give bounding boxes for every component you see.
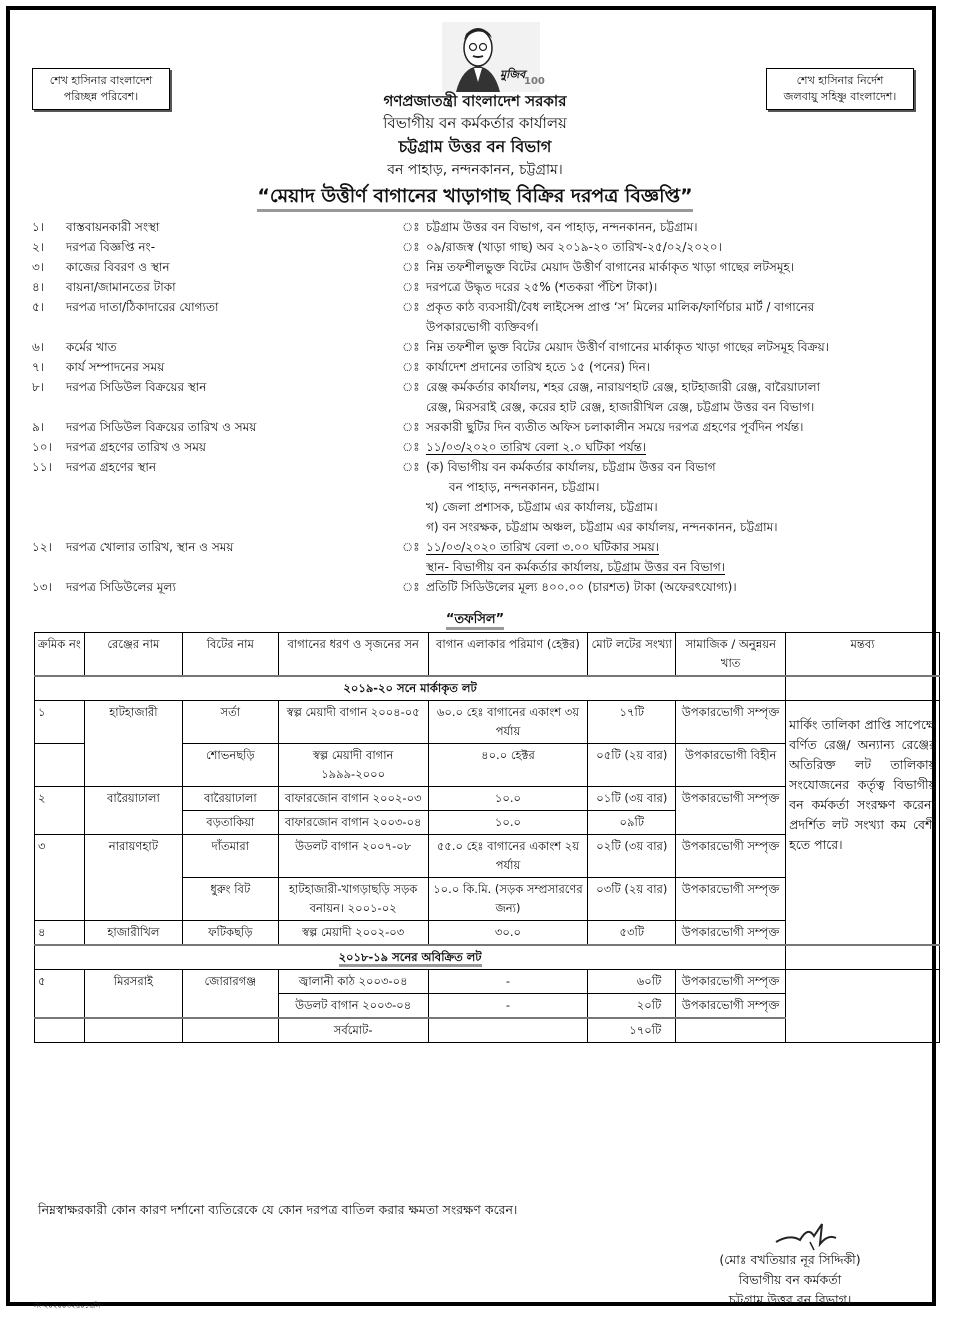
cell-beat: শোভনছড়ি: [182, 744, 278, 787]
item-value: [426, 277, 932, 297]
item-separator: ঃ: [402, 340, 420, 354]
notice-item-continuation: [32, 397, 932, 417]
item-label: দরপত্র সিডিউল বিক্রয়ের তারিখ ও সময়: [66, 420, 257, 434]
item-value: [426, 477, 932, 497]
signer-block: [650, 1250, 930, 1310]
slogan-right-line1: শেখ হাসিনার নির্দেশ: [796, 74, 884, 87]
item-value-text: গ) বন সংরক্ষক, চট্টগ্রাম অঞ্চল, চট্টগ্রাম এর কার্যালয়, নন্দনকানন, চট্টগ্রাম।: [426, 520, 778, 534]
item-separator: ঃ: [402, 300, 420, 314]
notice-item: [32, 337, 932, 357]
item-value: [426, 337, 932, 357]
item-value: [426, 577, 932, 597]
notice-item: [32, 277, 932, 297]
notice-item: [32, 257, 932, 277]
section-row-2019-20: [35, 676, 940, 701]
col-header-remarks: মন্তব্য: [786, 633, 940, 677]
item-value-text: প্রতিটি সিডিউলের মূল্য ৪০০.০০ (চারশত) টাকা (অফেরৎযোগ্য)।: [426, 580, 737, 594]
cell-area: ৪০.০ হেক্টর: [428, 744, 588, 787]
cell-range: মিরসরাই: [84, 970, 182, 1019]
item-separator: [402, 477, 426, 497]
cell-plantation-type: বাফারজোন বাগান ২০০৩-০৪: [278, 811, 428, 835]
item-value: [426, 257, 932, 277]
item-number: ৯।: [32, 420, 45, 434]
item-value-text: স্থান- বিভাগীয় বন কর্মকর্তার কার্যালয়, চট্টগ্রাম উত্তর বন বিভাগ।: [426, 560, 726, 574]
item-separator: ঃ: [402, 260, 420, 274]
cell-sector: উপকারভোগী সম্পৃক্ত: [676, 835, 786, 878]
item-value: [426, 457, 932, 477]
section-title: ২০১৯-২০ সনে মার্কাকৃত লট: [35, 676, 786, 701]
schedule-title: [10, 610, 940, 631]
cell-blank: [182, 1018, 278, 1043]
cell-lots: ২০টি: [588, 994, 676, 1019]
office-name: বিভাগীয় বন কর্মকর্তার কার্যালয়: [383, 114, 567, 132]
cell-beat: বড়তাকিয়া: [182, 811, 278, 835]
cell-range: হাজারীখিল: [84, 921, 182, 946]
notice-item: [32, 237, 932, 257]
cell-plantation-type: বাফারজোন বাগান ২০০২-০৩: [278, 787, 428, 811]
item-number: [32, 517, 66, 537]
col-header-serial: ক্রমিক নং: [35, 633, 85, 677]
cell-lots: ০৫টি (২য় বার): [588, 744, 676, 787]
cell-lots: ৬০টি: [588, 970, 676, 994]
item-value-text: কার্যাদেশ প্রদানের তারিখ হতে ১৫ (পনের) দিন।: [426, 360, 651, 374]
item-separator: ঃ: [402, 460, 420, 474]
item-value-text: উপকারভোগী ব্যক্তিবর্গ।: [426, 320, 539, 334]
item-value-text: সরকারী ছুটির দিন ব্যতীত অফিস চলাকালীন সময়ে দরপত্র গ্রহণের পূর্বদিন পর্যন্ত।: [426, 420, 804, 434]
remarks-blank-cell: [786, 945, 940, 970]
cell-blank: [84, 1018, 182, 1043]
item-number: ১৩।: [32, 580, 52, 594]
item-number: [32, 397, 66, 417]
cell-plantation-type: উডলট বাগান ২০০৩-০৪: [278, 994, 428, 1019]
cell-beat: ফটিকছড়ি: [182, 921, 278, 946]
item-number: ২।: [32, 240, 45, 254]
cell-lots: ০৯টি: [588, 811, 676, 835]
item-label: কার্য সম্পাদনের সময়: [66, 360, 165, 374]
item-label: দরপত্র সিডিউল বিক্রয়ের স্থান: [66, 380, 207, 394]
item-separator: ঃ: [402, 220, 420, 234]
item-label: [66, 517, 402, 537]
signer-office: চট্টগ্রাম উত্তর বন বিভাগ।: [728, 1292, 852, 1307]
item-number: [32, 477, 66, 497]
item-label: [66, 397, 402, 417]
notice-item: [32, 437, 932, 457]
item-number: [32, 557, 66, 577]
section-title-text: ২০১৮-১৯ সনের অবিক্রিত লট: [339, 950, 482, 967]
cell-sector: উপকারভোগী বিহীন: [676, 744, 786, 787]
col-header-sector: সামাজিক / অনুন্নয়ন খাত: [676, 633, 786, 677]
mujib-logo-badge: 100: [524, 76, 545, 87]
cell-area: ৩০.০: [428, 921, 588, 946]
item-separator: [402, 517, 426, 537]
item-value: [426, 377, 932, 397]
item-value: [426, 357, 932, 377]
table-header-row: [35, 633, 940, 677]
item-value-text: নিম্ন তফশীলভুক্ত বিটের মেয়াদ উত্তীর্ণ বাগানের মার্কাকৃত খাড়া গাছের লটসমূহ।: [426, 260, 795, 274]
slogan-left-line2: পরিচ্ছন্ন পরিবেশ।: [63, 90, 139, 103]
cell-area: -: [428, 970, 588, 994]
signer-name: (মোঃ বখতিয়ার নূর সিদ্দিকী): [719, 1252, 861, 1267]
col-header-plantation-type: বাগানের ধরণ ও সৃজনের সন: [278, 633, 428, 677]
signer-designation: বিভাগীয় বন কর্মকর্তা: [738, 1272, 842, 1287]
cell-beat: জোরারগঞ্জ: [182, 970, 278, 1019]
cell-area: ১০.০: [428, 787, 588, 811]
govt-name: গণপ্রজাতন্ত্রী বাংলাদেশ সরকার: [383, 92, 567, 110]
cell-beat: সর্তা: [182, 701, 278, 744]
item-number: ৭।: [32, 360, 45, 374]
item-separator: ঃ: [402, 540, 420, 554]
slogan-left-line1: শেখ হাসিনার বাংলাদেশ: [49, 74, 153, 87]
section-title: [35, 945, 786, 970]
item-label: দরপত্র দাতা/ঠিকাদারের যোগ্যতা: [66, 300, 219, 314]
cell-sector: উপকারভোগী সম্পৃক্ত: [676, 701, 786, 744]
item-separator: [402, 317, 426, 337]
item-label: বাস্তবায়নকারী সংস্থা: [66, 220, 160, 234]
cell-area: ৬০.০ হেঃ বাগানের একাংশ ৩য় পর্যায়: [428, 701, 588, 744]
item-separator: ঃ: [402, 280, 420, 294]
item-number: ৩।: [32, 260, 45, 274]
item-label: দরপত্র খোলার তারিখ, স্থান ও সময়: [66, 540, 234, 554]
cell-blank: [35, 1018, 85, 1043]
item-value-text: দরপত্রে উদ্ধৃত দরের ২৫% (শতকরা পঁচিশ টাকা)।: [426, 280, 658, 294]
cell-area: ১০.০ কি.মি. (সড়ক সম্প্রসারণের জন্য): [428, 878, 588, 921]
cell-lots: ০১টি (৩য় বার): [588, 787, 676, 811]
cell-sector: উপকারভোগী সম্পৃক্ত: [676, 994, 786, 1019]
item-number: ৪।: [32, 280, 45, 294]
item-value: [426, 417, 932, 437]
memo-number: নং-২০২০০৩২৬০১৬সি: [34, 1302, 101, 1310]
cell-plantation-type: স্বল্প মেয়াদী ২০০২-০৩: [278, 921, 428, 946]
item-number: [32, 497, 66, 517]
item-separator: ঃ: [402, 580, 420, 594]
col-header-lots: মোট লটের সংখ্যা: [588, 633, 676, 677]
item-value-text: ১১/০৩/২০২০ তারিখ বেলা ২.০ ঘটিকা পর্যন্ত।: [426, 440, 647, 454]
notice-item: [32, 457, 932, 477]
cell-area: -: [428, 994, 588, 1019]
notice-item: [32, 297, 932, 317]
cell-serial: ৫: [35, 970, 85, 1019]
item-label: দরপত্র বিজ্ঞপ্তি নং-: [66, 240, 156, 254]
remarks-blank-cell: [786, 676, 940, 701]
item-separator: ঃ: [402, 360, 420, 374]
cell-plantation-type: উডলট বাগান ২০০৭-০৮: [278, 835, 428, 878]
item-separator: [402, 397, 426, 417]
item-value: [426, 237, 932, 257]
item-value: [426, 537, 932, 557]
notice-title: [10, 182, 940, 214]
item-label: [66, 497, 402, 517]
item-value-text: নিম্ন তফশীল ভুক্ত বিটের মেয়াদ উত্তীর্ণ বাগানের মার্কাকৃত খাড়া গাছের লটসমূহ বিক্রয়।: [426, 340, 829, 354]
table-row: [35, 970, 940, 994]
item-value-text: খ) জেলা প্রশাসক, চট্টগ্রাম এর কার্যালয়, চট্টগ্রাম।: [426, 500, 658, 514]
cell-plantation-type: স্বল্প মেয়াদী বাগান ২০০৪-০৫: [278, 701, 428, 744]
cell-plantation-type: স্বল্প মেয়াদী বাগান ১৯৯৯-২০০০: [278, 744, 428, 787]
cell-area: ৫৫.০ হেঃ বাগানের একাংশ ২য় পর্যায়: [428, 835, 588, 878]
schedule-title-text: “তফসিল”: [446, 612, 504, 630]
total-lots: ১৭০টি: [588, 1018, 676, 1043]
notice-item-continuation: [32, 497, 932, 517]
division-name: চট্টগ্রাম উত্তর বন বিভাগ: [398, 137, 552, 156]
item-separator: ঃ: [402, 240, 420, 254]
col-header-beat: বিটের নাম: [182, 633, 278, 677]
cell-range: হাটহাজারী: [84, 701, 182, 787]
mujib-logo-text: মুজিব: [500, 68, 526, 81]
item-number: ৮।: [32, 380, 45, 394]
mujib-100-logo: [442, 22, 545, 92]
cell-lots: ১৭টি: [588, 701, 676, 744]
notice-item-continuation: [32, 517, 932, 537]
notice-items: [32, 217, 932, 597]
cell-sector: উপকারভোগী সম্পৃক্ত: [676, 787, 786, 835]
remarks-cell: মার্কিং তালিকা প্রাপ্তি সাপেক্ষে বর্ণিত রেঞ্জ/ অন্যান্য রেঞ্জের অতিরিক্ত লট তালিকায় সংযোজনের কর্তৃত্ব বিভাগীয় বন কর্মকর্তা সংরক্ষণ করেন। প্রদর্শিত লট সংখ্যা কম বেশী হতে পারে।: [786, 701, 940, 946]
item-value: [426, 437, 932, 457]
cell-sector: উপকারভোগী সম্পৃক্ত: [676, 878, 786, 921]
item-value-text: ০৯/রাজস্ব (খাড়া গাছ) অব ২০১৯-২০ তারিখ-২৫/০২/২০২০।: [426, 240, 722, 254]
cell-serial: [35, 744, 85, 787]
cell-lots: ৫৩টি: [588, 921, 676, 946]
item-number: ১।: [32, 220, 45, 234]
col-header-range: রেঞ্জের নাম: [84, 633, 182, 677]
item-label: [66, 477, 402, 497]
signature-icon: [770, 1220, 850, 1254]
cell-range: বারৈয়াঢালা: [84, 787, 182, 835]
cell-serial: ৩: [35, 835, 85, 921]
cell-area: ১০.০: [428, 811, 588, 835]
lots-table: [34, 632, 940, 1043]
signature: [770, 1220, 850, 1254]
item-number: [32, 317, 66, 337]
notice-item: [32, 577, 932, 597]
notice-item-continuation: [32, 477, 932, 497]
item-value-text: ১১/০৩/২০২০ তারিখ বেলা ৩.০০ ঘটিকার সময়।: [426, 540, 659, 554]
cell-lots: ০২টি (৩য় বার): [588, 835, 676, 878]
cell-blank: [428, 1018, 588, 1043]
item-label: কর্মের খাত: [66, 340, 117, 354]
item-value: [426, 557, 932, 577]
item-value-text: রেঞ্জ কর্মকর্তার কার্যালয়, শহর রেঞ্জ, নারায়ণহাট রেঞ্জ, হাটহাজারী রেঞ্জ, বারৈয়াঢালা: [426, 380, 821, 394]
item-value: [426, 217, 932, 237]
notice-item-continuation: [32, 317, 932, 337]
col-header-area: বাগান এলাকার পরিমাণ (হেক্টর): [428, 633, 588, 677]
cell-range: নারায়ণহাট: [84, 835, 182, 921]
item-separator: ঃ: [402, 420, 420, 434]
item-value: [426, 297, 932, 317]
item-number: ১১।: [32, 460, 52, 474]
item-value-text: বন পাহাড়, নন্দনকানন, চট্টগ্রাম।: [426, 480, 600, 494]
cell-sector: উপকারভোগী সম্পৃক্ত: [676, 970, 786, 994]
item-number: ৫।: [32, 300, 45, 314]
item-label: বায়না/জামানতের টাকা: [66, 280, 176, 294]
item-label: দরপত্র সিডিউলের মূল্য: [66, 580, 176, 594]
item-label: দরপত্র গ্রহণের তারিখ ও সময়: [66, 440, 206, 454]
notice-item: [32, 537, 932, 557]
notice-item: [32, 417, 932, 437]
item-value: [426, 497, 932, 517]
cell-beat: বারৈয়াঢালা: [182, 787, 278, 811]
item-value: [426, 397, 932, 417]
cell-plantation-type: হাটহাজারী-খাগড়াছড়ি সড়ক বনায়ন। ২০০১-০২: [278, 878, 428, 921]
notice-item-continuation: [32, 557, 932, 577]
cell-serial: ১: [35, 701, 85, 744]
item-separator: ঃ: [402, 380, 420, 394]
notice-item: [32, 357, 932, 377]
office-address: বন পাহাড়, নন্দনকানন, চট্টগ্রাম।: [387, 162, 563, 178]
item-value: [426, 317, 932, 337]
item-value-text: চট্টগ্রাম উত্তর বন বিভাগ, বন পাহাড়, নন্দনকানন, চট্টগ্রাম।: [426, 220, 698, 234]
cell-plantation-type: জ্বালানী কাঠ ২০০৩-০৪: [278, 970, 428, 994]
cancellation-note: নিম্নস্বাক্ষরকারী কোন কারণ দর্শানো ব্যতিরেকে যে কোন দরপত্র বাতিল করার ক্ষমতা সংরক্ষণ করেন।: [38, 1202, 518, 1217]
slogan-right-line2: জলবায়ু সহিষ্ণু বাংলাদেশ।: [783, 90, 897, 103]
item-number: ১২।: [32, 540, 52, 554]
cell-sector: উপকারভোগী সম্পৃক্ত: [676, 921, 786, 946]
item-number: ৬।: [32, 340, 45, 354]
notice-frame: [6, 6, 936, 1310]
item-value: [426, 517, 932, 537]
cell-beat: দাঁতমারা: [182, 835, 278, 878]
cell-serial: ৪: [35, 921, 85, 946]
item-separator: ঃ: [402, 440, 420, 454]
cell-serial: ২: [35, 787, 85, 835]
cell-beat: ধুরুং বিট: [182, 878, 278, 921]
item-label: [66, 557, 402, 577]
item-value-text: (ক) বিভাগীয় বন কর্মকর্তার কার্যালয়, চট্টগ্রাম উত্তর বন বিভাগ: [426, 460, 716, 474]
remarks-blank-cell: [786, 970, 940, 1043]
item-label: [66, 317, 402, 337]
table-row: [35, 701, 940, 744]
cell-lots: ০৩টি (২য় বার): [588, 878, 676, 921]
notice-item: [32, 377, 932, 397]
item-label: কাজের বিবরণ ও স্থান: [66, 260, 170, 274]
notice-title-text: “মেয়াদ উত্তীর্ণ বাগানের খাড়াগাছ বিক্রির দরপত্র বিজ্ঞপ্তি”: [257, 185, 692, 212]
item-value-text: প্রকৃত কাঠ ব্যবসায়ী/বৈধ লাইসেন্স প্রাপ্ত ‘স’ মিলের মালিক/ফার্ণিচার মার্ট / বাগানের: [426, 300, 815, 314]
item-number: ১০।: [32, 440, 52, 454]
section-row-2018-19: [35, 945, 940, 970]
item-label: দরপত্র গ্রহণের স্থান: [66, 460, 157, 474]
item-value-text: রেঞ্জ, মিরসরাই রেঞ্জ, করের হাট রেঞ্জ, হাজারীখিল রেঞ্জ, চট্টগ্রাম উত্তর বন বিভাগ।: [426, 400, 815, 414]
item-separator: [402, 557, 426, 577]
notice-item: [32, 217, 932, 237]
cell-blank: [676, 1018, 786, 1043]
item-separator: [402, 497, 426, 517]
total-label: সর্বমোট-: [278, 1018, 428, 1043]
